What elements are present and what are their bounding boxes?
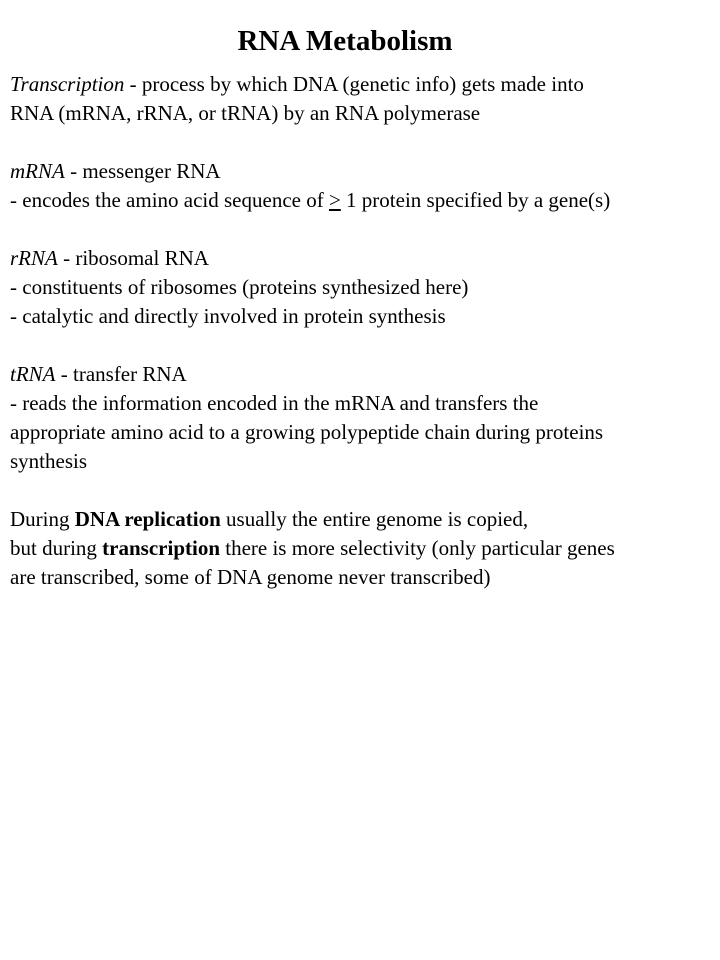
summary-line-1-post: usually the entire genome is copied,	[220, 507, 529, 531]
document-body	[10, 70, 714, 621]
mrna-term: mRNA	[10, 159, 65, 183]
mrna-description-post: 1 protein specified by a gene(s)	[340, 188, 611, 212]
trna-term: tRNA	[10, 362, 56, 386]
transcription-line-2: RNA (mRNA, rRNA, or tRNA) by an RNA polymerase	[10, 101, 481, 125]
summary-line-2-post: there is more selectivity (only particular genes	[220, 536, 615, 560]
mrna-expansion: - messenger RNA	[64, 159, 221, 183]
greater-equal-symbol: >	[328, 188, 341, 212]
rrna-expansion: - ribosomal RNA	[57, 246, 209, 270]
trna-description-2: appropriate amino acid to a growing polypeptide chain during proteins	[10, 420, 604, 444]
transcription-bold-term: transcription	[102, 536, 220, 560]
mrna-heading	[10, 157, 714, 186]
rrna-term: rRNA	[10, 246, 58, 270]
rrna-heading	[10, 244, 714, 273]
transcription-term: Transcription	[10, 72, 125, 96]
trna-heading	[10, 360, 714, 389]
summary-line-3: are transcribed, some of DNA genome never transcribed)	[10, 565, 491, 589]
trna-expansion: - transfer RNA	[55, 362, 187, 386]
mrna-definition	[10, 157, 714, 215]
dna-replication-term: DNA replication	[74, 507, 221, 531]
summary-line-2-pre: but during	[10, 536, 103, 560]
page-title: RNA Metabolism	[237, 25, 453, 57]
summary-line-1-pre: During	[10, 507, 75, 531]
transcription-definition	[10, 70, 714, 128]
mrna-description-pre: - encodes the amino acid sequence of	[10, 188, 329, 212]
rrna-definition	[10, 244, 714, 331]
rrna-description-1: - constituents of ribosomes (proteins synthesized here)	[10, 275, 469, 299]
trna-description-3: synthesis	[10, 449, 88, 473]
transcription-description: - process by which DNA (genetic info) gets made into	[124, 72, 584, 96]
summary-line-1	[10, 505, 714, 534]
mrna-description	[10, 186, 714, 215]
rrna-description-2: - catalytic and directly involved in protein synthesis	[10, 304, 446, 328]
trna-definition	[10, 360, 714, 476]
transcription-line-1	[10, 70, 714, 99]
summary-line-2	[10, 534, 714, 563]
trna-description-1: - reads the information encoded in the mRNA and transfers the	[10, 391, 539, 415]
replication-vs-transcription	[10, 505, 714, 592]
